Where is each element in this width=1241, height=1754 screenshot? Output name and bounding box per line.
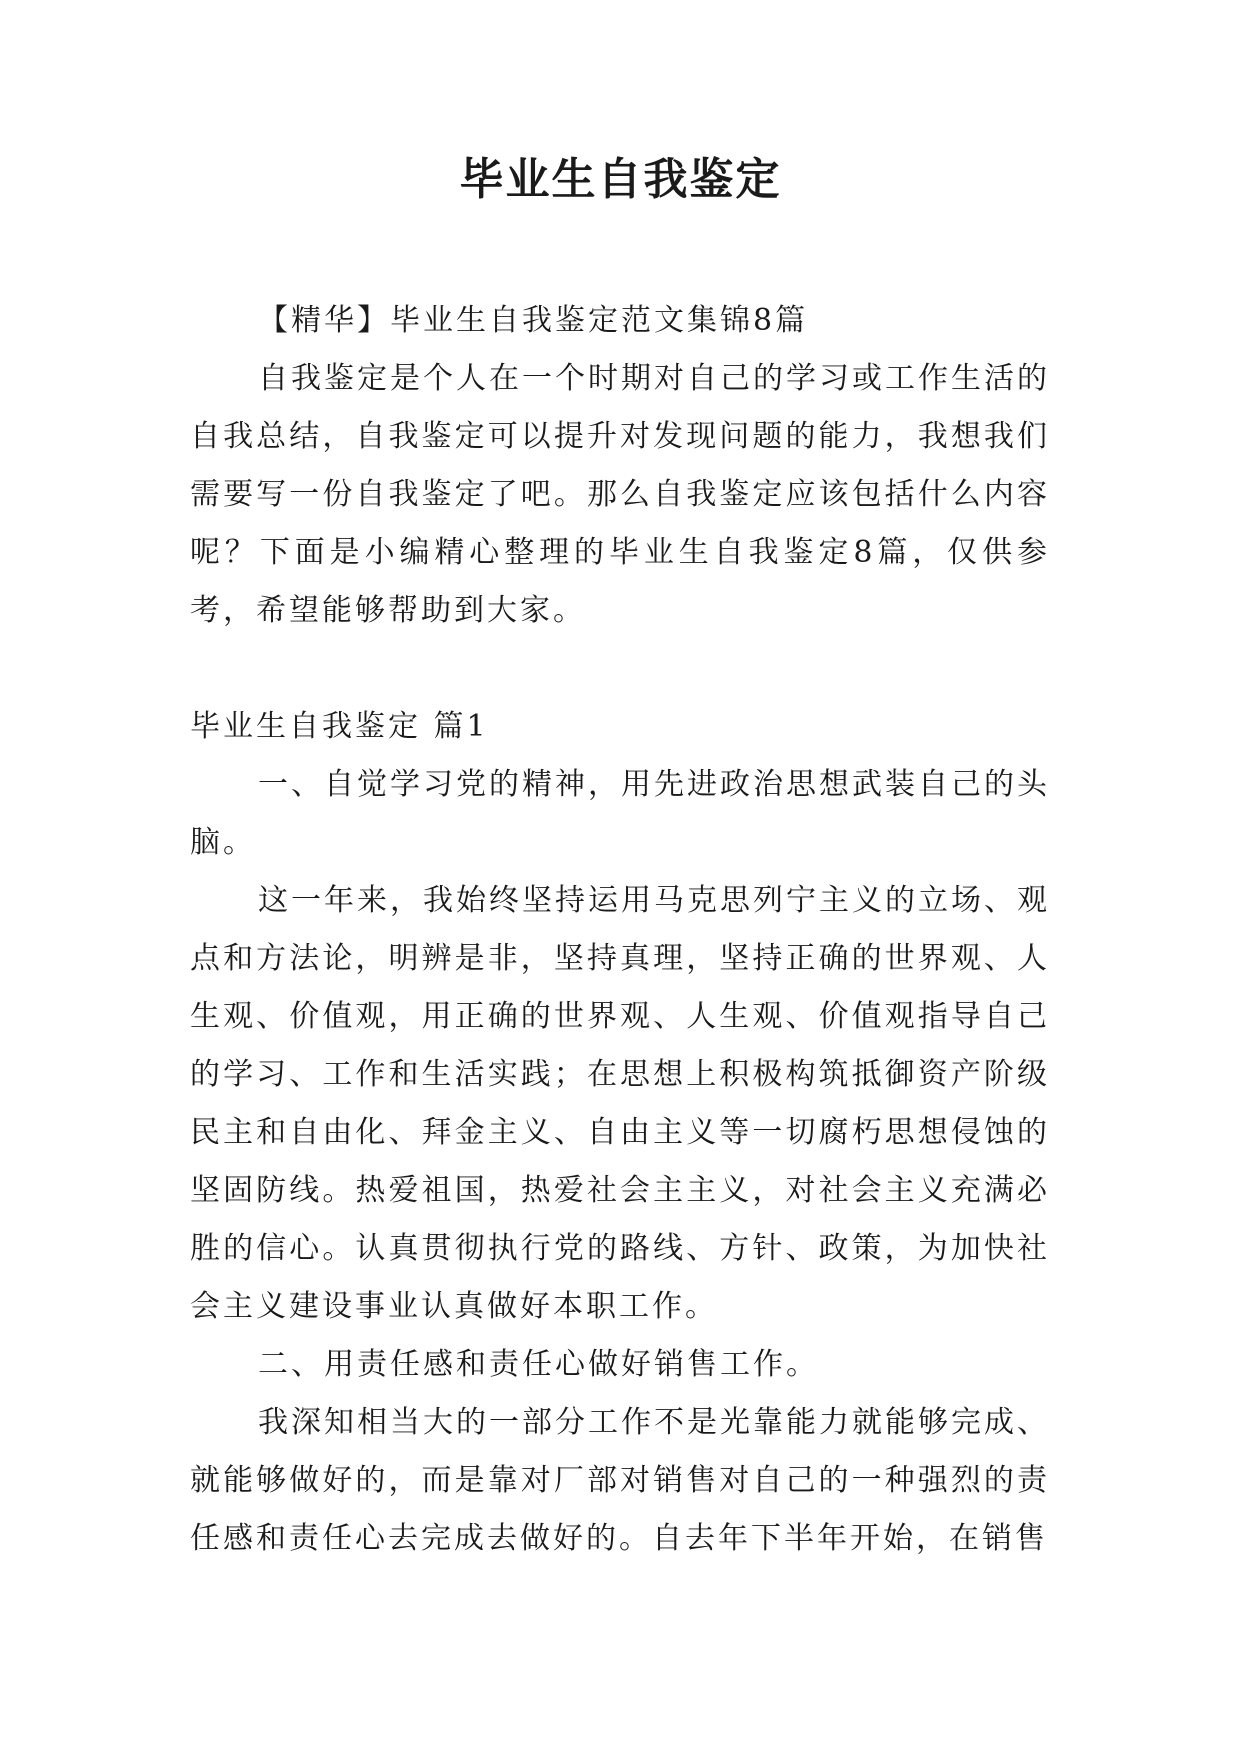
body-paragraph: 我深知相当大的一部分工作不是光靠能力就能够完成、就能够做好的，而是靠对厂部对销售对自己的一种强烈的责任感和责任心去完成去做好的。自去年下半年开始，在销售 xyxy=(190,1405,1050,1556)
section-point-one: 一、自觉学习党的精神，用先进政治思想武装自己的头脑。 xyxy=(190,767,1050,860)
paragraph-spacer xyxy=(190,640,1050,698)
body-paragraph: 这一年来，我始终坚持运用马克思列宁主义的立场、观点和方法论，明辨是非，坚持真理，坚持正确的世界观、人生观、价值观，用正确的世界观、人生观、价值观指导自己的学习、工作和生活实践；在思想上积极构筑抵御资产阶级民主和自由化、拜金主义、自由主义等一切腐朽思想侵蚀的坚固防线。热爱祖国，热爱社会主主义，对社会主义充满必胜的信心。认真贯彻执行党的路线、方针、政策，为加快社会主义建设事业认真做好本职工作。 xyxy=(190,883,1050,1324)
intro-subtitle: 【精华】毕业生自我鉴定范文集锦8篇 xyxy=(258,303,809,338)
intro-paragraph: 自我鉴定是个人在一个时期对自己的学习或工作生活的自我总结，自我鉴定可以提升对发现问题的能力，我想我们需要写一份自我鉴定了吧。那么自我鉴定应该包括什么内容呢？下面是小编精心整理的毕业生自我鉴定8篇，仅供参考，希望能够帮助到大家。 xyxy=(190,361,1050,628)
document-body xyxy=(190,292,1050,1568)
section-heading: 毕业生自我鉴定 篇1 xyxy=(190,709,489,744)
document-title: 毕业生自我鉴定 xyxy=(459,154,782,205)
section-point-two: 二、用责任感和责任心做好销售工作。 xyxy=(258,1347,819,1382)
